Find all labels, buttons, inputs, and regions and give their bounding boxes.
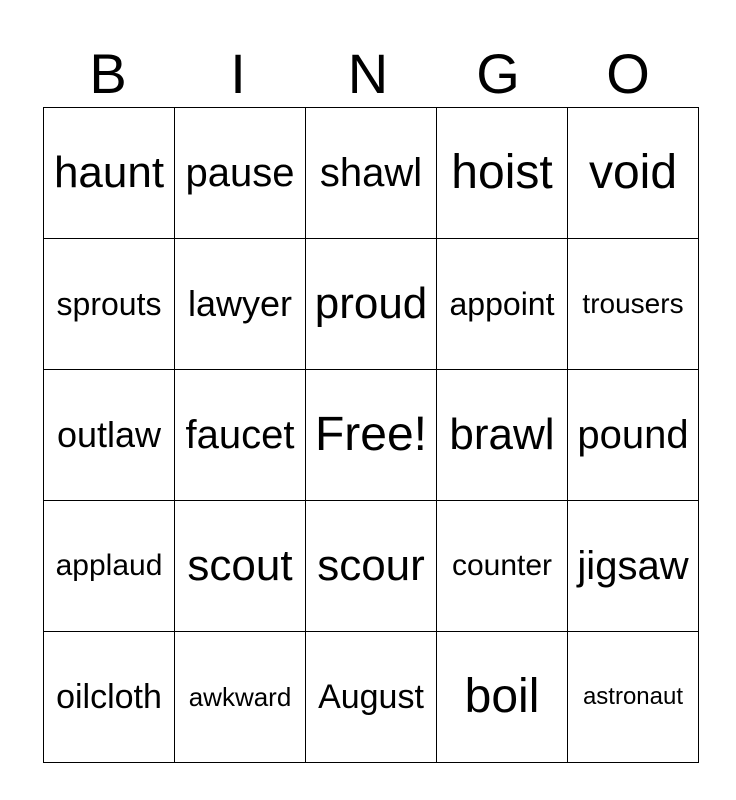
bingo-cell: appoint: [437, 239, 568, 370]
bingo-board: [43, 107, 699, 763]
board-row: [44, 108, 699, 239]
bingo-cell: brawl: [437, 370, 568, 501]
bingo-cell: awkward: [175, 632, 306, 763]
board-row: [44, 370, 699, 501]
bingo-cell: August: [306, 632, 437, 763]
header-letter-n: N: [347, 42, 389, 105]
bingo-cell: sprouts: [44, 239, 175, 370]
bingo-cell: void: [568, 108, 699, 239]
bingo-cell: oilcloth: [44, 632, 175, 763]
board-row: [44, 239, 699, 370]
header-letter-g: G: [476, 42, 520, 105]
bingo-cell: pound: [568, 370, 699, 501]
board-row: [44, 501, 699, 632]
bingo-cell: applaud: [44, 501, 175, 632]
bingo-cell: trousers: [568, 239, 699, 370]
header-letter-b: B: [89, 42, 127, 105]
bingo-cell: astronaut: [568, 632, 699, 763]
bingo-cell: hoist: [437, 108, 568, 239]
bingo-cell: scout: [175, 501, 306, 632]
bingo-cell: counter: [437, 501, 568, 632]
bingo-header: [43, 40, 693, 108]
bingo-cell: pause: [175, 108, 306, 239]
bingo-cell: shawl: [306, 108, 437, 239]
board-row: [44, 632, 699, 763]
header-letter-i: I: [230, 42, 246, 105]
bingo-free-cell: Free!: [306, 370, 437, 501]
bingo-cell: boil: [437, 632, 568, 763]
bingo-cell: lawyer: [175, 239, 306, 370]
bingo-cell: jigsaw: [568, 501, 699, 632]
bingo-cell: scour: [306, 501, 437, 632]
bingo-cell: haunt: [44, 108, 175, 239]
header-letter-o: O: [606, 42, 650, 105]
bingo-cell: proud: [306, 239, 437, 370]
bingo-cell: faucet: [175, 370, 306, 501]
bingo-cell: outlaw: [44, 370, 175, 501]
